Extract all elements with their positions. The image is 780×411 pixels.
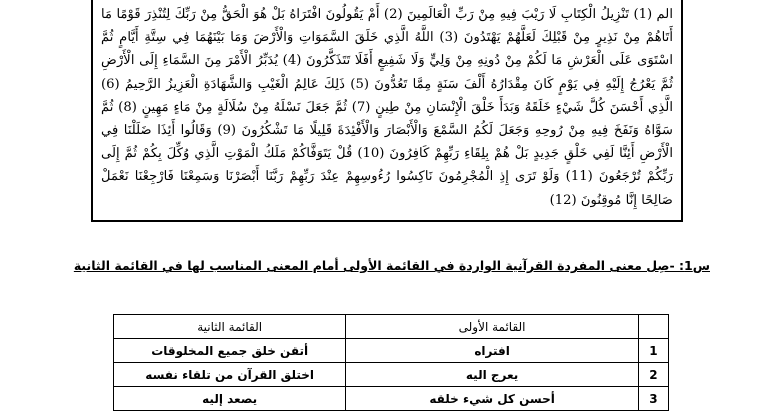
question-heading: س1: -صِل معنى المفردة القرآنية الواردة في القائمة الأولى أمام المعنى المناسب لها في القائمة الثانية [73, 258, 710, 273]
row-number: 3 [638, 387, 668, 411]
row-word: افتراه [346, 339, 639, 363]
table-header-row [114, 315, 669, 339]
matching-table [113, 314, 669, 411]
row-number: 1 [638, 339, 668, 363]
row-number: 2 [638, 363, 668, 387]
header-list-two: القائمة الثانية [114, 315, 346, 339]
header-list-one: القائمة الأولى [346, 315, 639, 339]
row-meaning: يصعد إليه [114, 387, 346, 411]
row-word: أحسن كل شيء خلقه [346, 387, 639, 411]
header-num-cell [638, 315, 668, 339]
table-row [114, 363, 669, 387]
row-word: يعرج اليه [346, 363, 639, 387]
verses-box [91, 0, 683, 222]
row-meaning: اختلق القرآن من تلقاء نفسه [114, 363, 346, 387]
table-row [114, 339, 669, 363]
quran-verses: الم (1) تَنْزِيلُ الْكِتَابِ لَا رَيْبَ فِيهِ مِنْ رَبِّ الْعَالَمِينَ (2) أَمْ يَقُولُونَ افْتَرَاهُ بَلْ هُوَ الْحَقُّ مِنْ رَبِّكَ لِتُنْذِرَ قَوْمًا مَا أَتَاهُمْ مِنْ نَذِيرٍ مِنْ قَبْلِكَ لَعَلَّهُمْ يَهْتَدُونَ (3) اللَّهُ الَّذِي خَلَقَ السَّمَوَاتِ وَالْأَرْضَ وَمَا بَيْنَهُمَا فِي سِتَّةِ أَيَّامٍ ثُمَّ اسْتَوَى عَلَى الْعَرْشِ مَا لَكُمْ مِنْ دُونِهِ مِنْ وَلِيٍّ وَلَا شَفِيعٍ أَفَلَا تَتَذَكَّرُونَ (4) يُدَبِّرُ الْأَمْرَ مِنَ السَّمَاءِ إِلَى الْأَرْضِ ثُمَّ يَعْرُجُ إِلَيْهِ فِي يَوْمٍ كَانَ مِقْدَارُهُ أَلْفَ سَنَةٍ مِمَّا تَعُدُّونَ (5) ذَلِكَ عَالِمُ الْغَيْبِ وَالشَّهَادَةِ الْعَزِيزُ الرَّحِيمُ (6) الَّذِي أَحْسَنَ كُلَّ شَيْءٍ خَلَقَهُ وَبَدَأَ خَلْقَ الْإِنْسَانِ مِنْ طِينٍ (7) ثُمَّ جَعَلَ نَسْلَهُ مِنْ سُلَالَةٍ مِنْ مَاءٍ مَهِينٍ (8) ثُمَّ سَوَّاهُ وَنَفَخَ فِيهِ مِنْ رُوحِهِ وَجَعَلَ لَكُمُ السَّمْعَ وَالْأَبْصَارَ وَالْأَفْئِدَةَ قَلِيلًا مَا تَشْكُرُونَ (9) وَقَالُوا أَئِذَا ضَلَلْنَا فِي الْأَرْضِ أَئِنَّا لَفِي خَلْقٍ جَدِيدٍ بَلْ هُمْ بِلِقَاءِ رَبِّهِمْ كَافِرُونَ (10) قُلْ يَتَوَفَّاكُمْ مَلَكُ الْمَوْتِ الَّذِي وُكِّلَ بِكُمْ ثُمَّ إِلَى رَبِّكُمْ تُرْجَعُونَ (11) وَلَوْ تَرَى إِذِ الْمُجْرِمُونَ نَاكِسُوا رُءُوسِهِمْ عِنْدَ رَبِّهِمْ رَبَّنَا أَبْصَرْنَا وَسَمِعْنَا فَارْجِعْنَا نَعْمَلْ صَالِحًا إِنَّا مُوقِنُونَ (12) [101, 7, 673, 208]
table-row [114, 387, 669, 411]
row-meaning: أتقن خلق جميع المخلوقات [114, 339, 346, 363]
